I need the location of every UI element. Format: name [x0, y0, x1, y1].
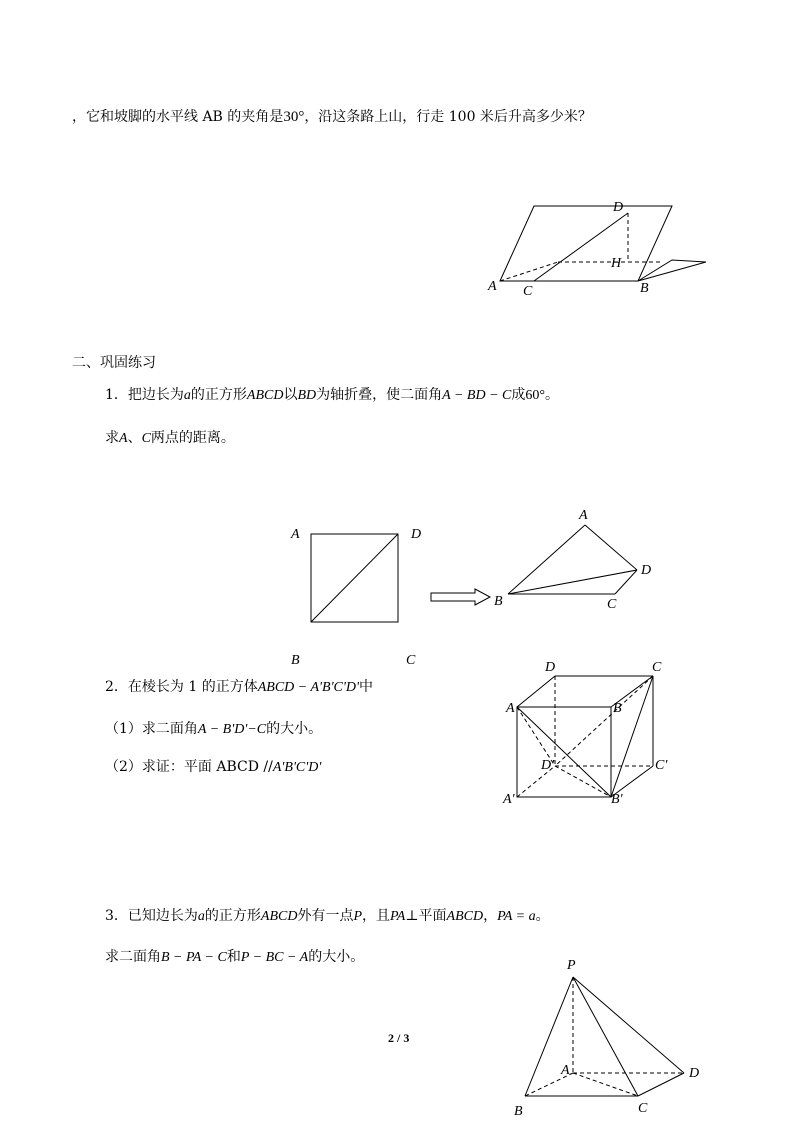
fig2b-label-c: C — [607, 597, 617, 612]
p3-text-2: 的正方形 — [204, 908, 261, 924]
p1-l2-text-1: 求 — [105, 430, 119, 446]
fig4-label-b: B — [514, 1104, 523, 1119]
p3-var-a: a — [197, 909, 205, 924]
p3-angle-2: P − BC − A — [240, 950, 309, 965]
fig1-label-c: C — [523, 284, 533, 299]
fig4-label-d: D — [689, 1066, 700, 1081]
p3-eq: PA = a — [497, 909, 536, 924]
p3-var-abcd-2: ABCD — [446, 909, 484, 924]
fig1-label-a: A — [488, 279, 497, 294]
fig1-label-d: D — [613, 200, 624, 215]
pyr-edge-pd — [573, 977, 684, 1073]
p1-var-bd: BD — [297, 388, 317, 403]
p3-text-4: ，且 — [362, 908, 391, 924]
fig3-label-b1: B' — [611, 792, 623, 807]
p1-text-3: 以 — [283, 387, 298, 403]
fig2-label-c: C — [406, 653, 416, 668]
p2-text-1: 2．在棱长为 1 的正方体 — [105, 679, 258, 695]
p1-var-a: a — [183, 388, 191, 403]
pyr-edge-cd — [638, 1073, 684, 1096]
p3-var-p: P — [353, 909, 363, 924]
p1-angle: 60° — [525, 388, 545, 403]
intro-text-2: ，沿这条路上山，行走 100 米后升高多少米？ — [304, 109, 592, 125]
p3-text-7: 。 — [535, 908, 550, 924]
p3-text-6: ， — [483, 908, 498, 924]
fig3-label-d1: D' — [541, 758, 555, 773]
fig2-label-a: A — [291, 527, 300, 542]
p1-var-A: A — [119, 431, 128, 446]
fig2-label-d: D — [411, 527, 422, 542]
p1-text-5: 成 — [511, 387, 526, 403]
pyr-edge-pc — [573, 977, 638, 1096]
fig3-label-a1: A' — [503, 792, 515, 807]
p2-q2-plane: A'B'C'D' — [272, 760, 322, 775]
p3-text-3: 外有一点 — [297, 908, 354, 924]
fig2b-label-d: D — [641, 563, 652, 578]
p1-var-C: C — [141, 431, 151, 446]
p3-l2-text-2: 和 — [226, 949, 241, 965]
p2-cube: ABCD − A'B'C'D' — [257, 680, 359, 695]
p1-text-2: 的正方形 — [190, 387, 247, 403]
fig3-label-c: C — [652, 660, 662, 675]
section-title: 二、巩固练习 — [72, 355, 156, 371]
fig4-label-c: C — [638, 1101, 648, 1116]
p1-l2-text-2: 、 — [127, 430, 142, 446]
pyr-edge-ac — [573, 1073, 638, 1096]
p2-text-2: 中 — [359, 679, 373, 695]
p1-text-4: 为轴折叠，使二面角 — [316, 387, 443, 403]
fig3-label-a: A — [506, 701, 515, 716]
intro-angle: 30° — [283, 109, 305, 125]
p1-dihedral: A − BD − C — [442, 388, 512, 403]
p3-l2-text-3: 的大小。 — [308, 949, 365, 965]
p3-var-abcd: ABCD — [260, 909, 298, 924]
p1-text-1: 1．把边长为 — [105, 387, 184, 403]
p1-l2-text-3: 两点的距离。 — [150, 430, 235, 446]
fig1-label-h: H — [611, 256, 622, 271]
p1-var-abcd: ABCD — [246, 388, 284, 403]
p3-l2-text-1: 求二面角 — [105, 949, 161, 965]
p1-text-6: 。 — [544, 387, 559, 403]
page-number: 2 / 3 — [388, 1031, 410, 1045]
fig2-label-b: B — [291, 653, 300, 668]
fig3-label-b: B — [613, 701, 622, 716]
fig2b-label-a: A — [579, 508, 588, 523]
p2-q1-text-1: （1）求二面角 — [105, 721, 198, 737]
fig4-label-a: A — [561, 1063, 570, 1078]
intro-text-1: ，它和坡脚的水平线 AB 的夹角是 — [72, 109, 284, 125]
p3-text-5: 平面 — [418, 908, 447, 924]
fig3-label-c1: C' — [655, 758, 668, 773]
fig2b-label-b: B — [494, 594, 503, 609]
p3-angle-1: B − PA − C — [161, 950, 227, 965]
p3-var-pa: PA — [390, 909, 406, 924]
fig4-label-p: P — [567, 958, 576, 973]
fig3-label-d: D — [545, 660, 556, 675]
p3-text-1: 3．已知边长为 — [105, 908, 198, 924]
p2-q1-angle: A − B'D'−C — [197, 722, 267, 737]
p3-perp: ⊥ — [405, 909, 419, 924]
p2-q1-text-2: 的大小。 — [266, 721, 323, 737]
fig1-label-b: B — [640, 281, 649, 296]
p2-q2-text-1: （2）求证：平面 ABCD // — [105, 759, 273, 775]
